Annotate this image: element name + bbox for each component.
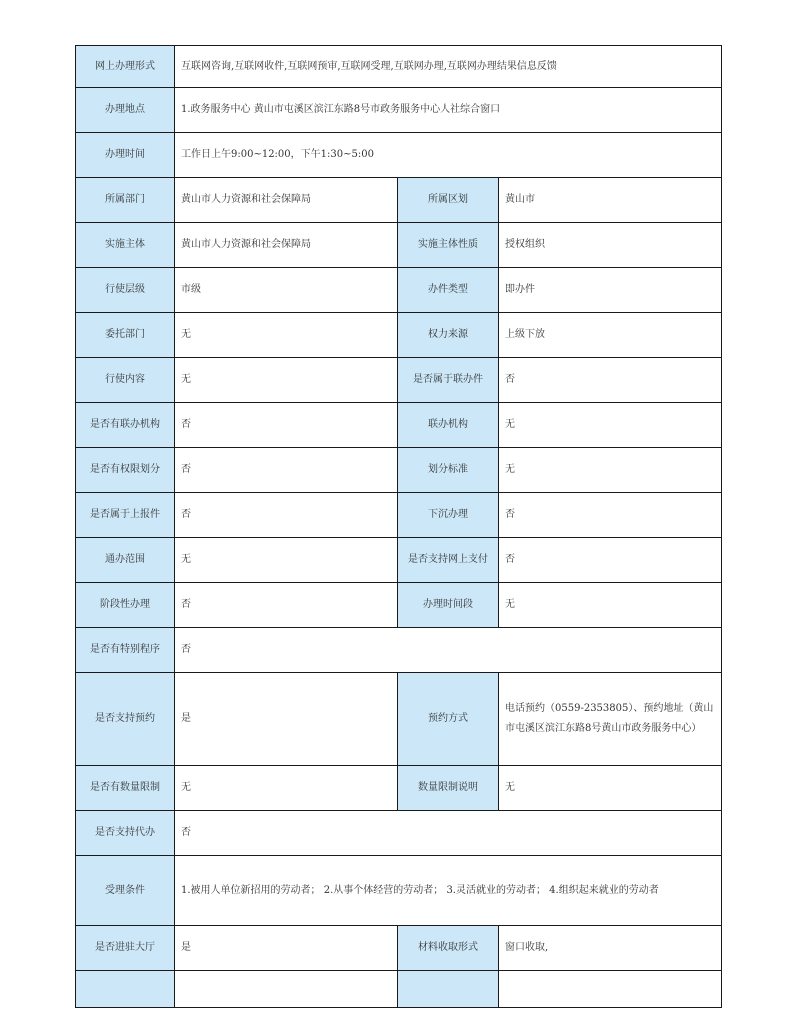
field-value: 黄山市 — [499, 178, 722, 223]
field-label: 是否属于联办件 — [398, 358, 499, 403]
field-label: 下沉办理 — [398, 493, 499, 538]
field-label: 实施主体性质 — [398, 223, 499, 268]
table-row — [76, 313, 722, 358]
field-value: 是 — [175, 926, 398, 971]
field-value: 互联网咨询,互联网收件,互联网预审,互联网受理,互联网办理,互联网办理结果信息反馈 — [175, 46, 722, 88]
table-row — [76, 628, 722, 673]
field-value: 否 — [175, 628, 722, 673]
field-label: 办件类型 — [398, 268, 499, 313]
field-value: 市级 — [175, 268, 398, 313]
field-label: 联办机构 — [398, 403, 499, 448]
field-value: 否 — [175, 403, 398, 448]
field-label: 是否有联办机构 — [76, 403, 175, 448]
service-info-table — [75, 45, 722, 1008]
field-label: 是否进驻大厅 — [76, 926, 175, 971]
field-label: 是否有权限划分 — [76, 448, 175, 493]
field-label: 权力来源 — [398, 313, 499, 358]
field-value: 电话预约（0559-2353805）、预约地址（黄山市屯溪区滨江东路8号黄山市政务服务中心） — [499, 673, 722, 766]
field-value: 无 — [175, 358, 398, 403]
field-value: 否 — [175, 583, 398, 628]
field-label: 行使层级 — [76, 268, 175, 313]
field-label: 是否有数量限制 — [76, 766, 175, 811]
table-row — [76, 856, 722, 926]
field-value: 黄山市人力资源和社会保障局 — [175, 178, 398, 223]
table-row — [76, 448, 722, 493]
field-label: 是否支持代办 — [76, 811, 175, 856]
field-label: 是否有特别程序 — [76, 628, 175, 673]
field-value: 1.被用人单位新招用的劳动者； 2.从事个体经营的劳动者； 3.灵活就业的劳动者； 4.组织起来就业的劳动者 — [175, 856, 722, 926]
field-value: 否 — [175, 493, 398, 538]
table-row — [76, 673, 722, 766]
field-value: 否 — [499, 493, 722, 538]
field-label: 所属区划 — [398, 178, 499, 223]
table-row — [76, 46, 722, 88]
field-value — [175, 971, 398, 1008]
field-label: 行使内容 — [76, 358, 175, 403]
table-row — [76, 811, 722, 856]
field-label: 是否支持网上支付 — [398, 538, 499, 583]
field-label: 办理时间段 — [398, 583, 499, 628]
field-value: 是 — [175, 673, 398, 766]
field-label: 委托部门 — [76, 313, 175, 358]
field-label: 办理时间 — [76, 133, 175, 178]
field-label: 材料收取形式 — [398, 926, 499, 971]
field-value: 授权组织 — [499, 223, 722, 268]
field-label: 是否支持预约 — [76, 673, 175, 766]
field-label: 划分标准 — [398, 448, 499, 493]
field-value: 无 — [499, 403, 722, 448]
field-label: 数量限制说明 — [398, 766, 499, 811]
field-label: 实施主体 — [76, 223, 175, 268]
field-label: 所属部门 — [76, 178, 175, 223]
field-label: 阶段性办理 — [76, 583, 175, 628]
table-row — [76, 178, 722, 223]
field-value: 即办件 — [499, 268, 722, 313]
table-row — [76, 971, 722, 1008]
field-value: 上级下放 — [499, 313, 722, 358]
field-value: 否 — [499, 358, 722, 403]
table-body — [76, 46, 722, 1008]
field-value: 否 — [175, 811, 722, 856]
table-row — [76, 223, 722, 268]
field-label — [398, 971, 499, 1008]
table-row — [76, 268, 722, 313]
field-value — [499, 971, 722, 1008]
field-label: 预约方式 — [398, 673, 499, 766]
table-row — [76, 926, 722, 971]
field-value: 否 — [175, 448, 398, 493]
table-row — [76, 133, 722, 178]
table-row — [76, 583, 722, 628]
table-row — [76, 493, 722, 538]
field-label: 网上办理形式 — [76, 46, 175, 88]
field-value: 工作日上午9:00~12:00，下午1:30~5:00 — [175, 133, 722, 178]
table-row — [76, 358, 722, 403]
field-value: 窗口收取, — [499, 926, 722, 971]
field-value: 无 — [499, 766, 722, 811]
table-row — [76, 88, 722, 133]
field-label: 是否属于上报件 — [76, 493, 175, 538]
field-label — [76, 971, 175, 1008]
field-value: 否 — [499, 538, 722, 583]
table-row — [76, 538, 722, 583]
field-label: 办理地点 — [76, 88, 175, 133]
field-value: 无 — [499, 583, 722, 628]
field-value: 无 — [499, 448, 722, 493]
table-row — [76, 766, 722, 811]
field-value: 无 — [175, 313, 398, 358]
field-label: 通办范围 — [76, 538, 175, 583]
table-row — [76, 403, 722, 448]
field-value: 无 — [175, 538, 398, 583]
field-label: 受理条件 — [76, 856, 175, 926]
field-value: 1.政务服务中心 黄山市屯溪区滨江东路8号市政务服务中心人社综合窗口 — [175, 88, 722, 133]
field-value: 无 — [175, 766, 398, 811]
field-value: 黄山市人力资源和社会保障局 — [175, 223, 398, 268]
